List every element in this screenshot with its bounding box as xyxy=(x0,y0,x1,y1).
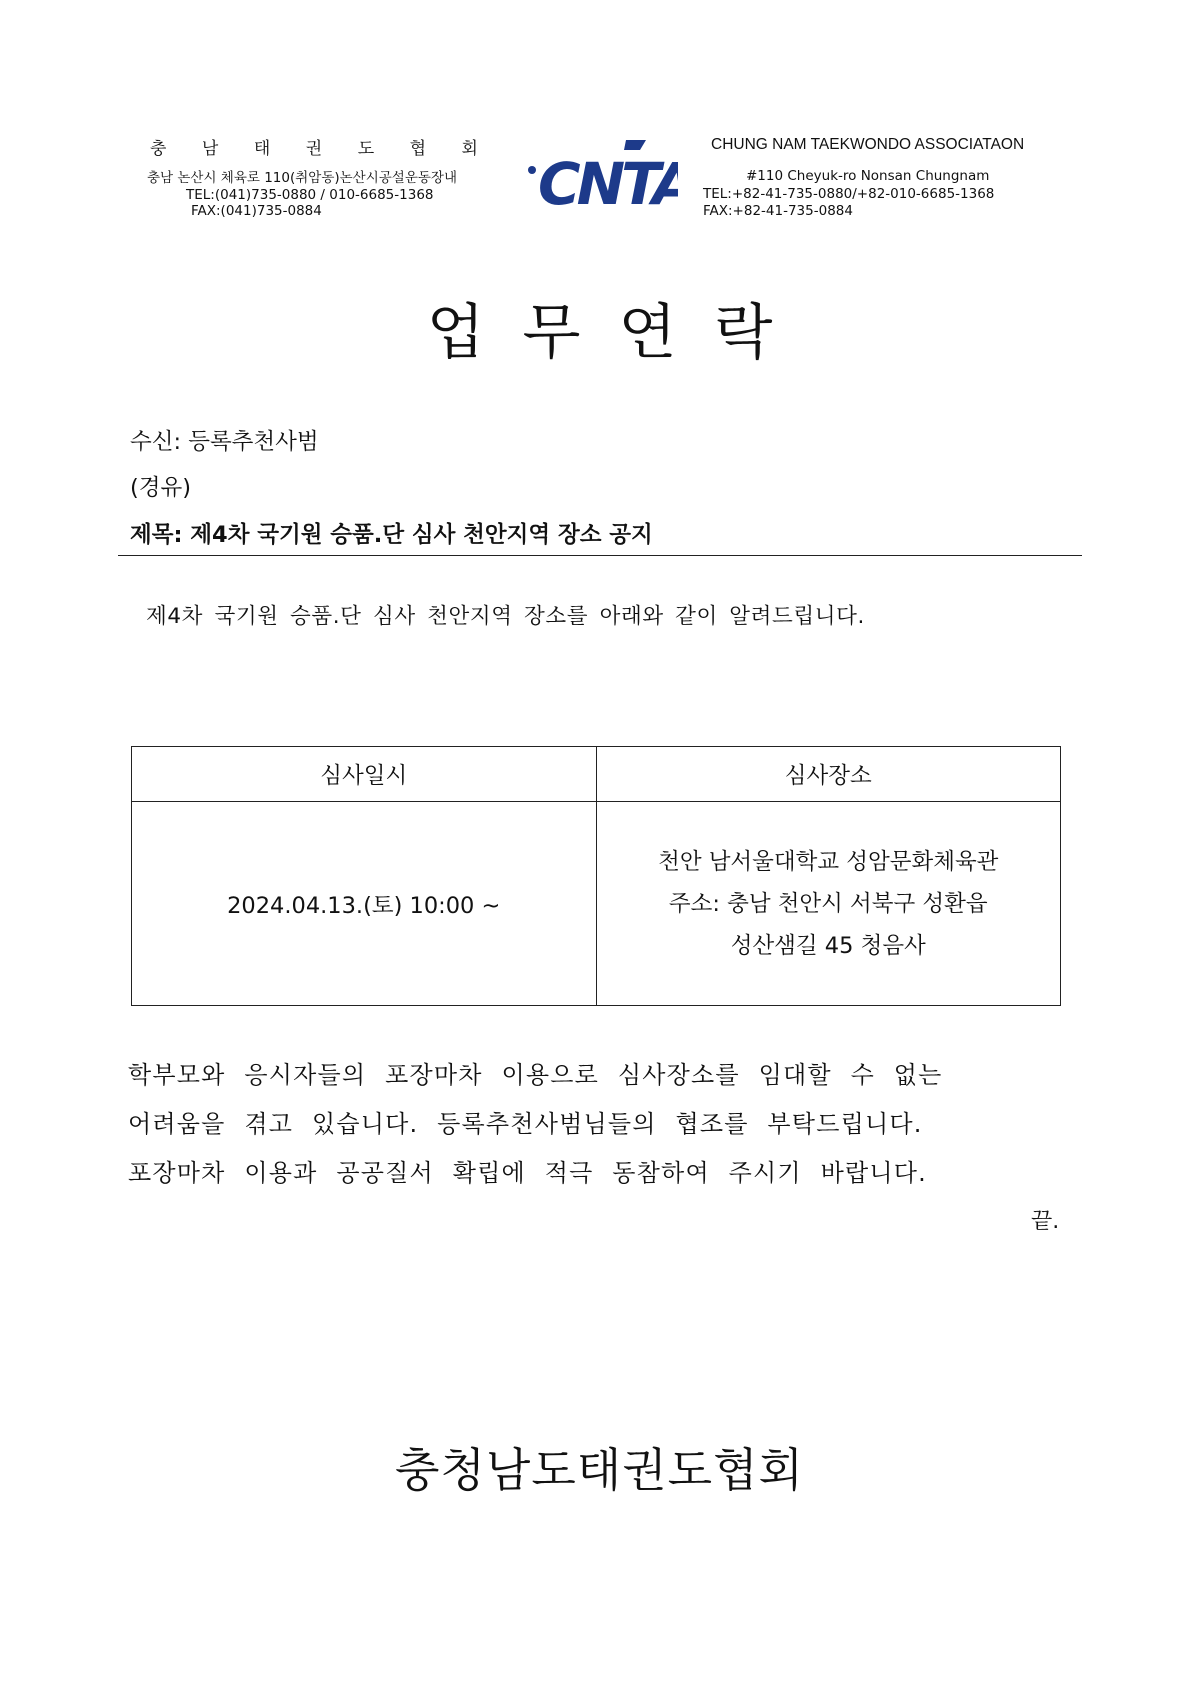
assoc-char: 회 xyxy=(461,139,478,159)
table-header-row xyxy=(132,747,1061,802)
end-mark: 끝. xyxy=(1031,1209,1060,1234)
exam-venue-cell xyxy=(596,802,1061,1006)
korean-fax: FAX:(041)735-0884 xyxy=(191,203,322,219)
header-exam-datetime: 심사일시 xyxy=(132,747,597,802)
english-tel: TEL:+82-41-735-0880/+82-010-6685-1368 xyxy=(703,186,995,202)
cnta-logo-icon xyxy=(528,136,678,214)
association-name-english: CHUNG NAM TAEKWONDO ASSOCIATAON xyxy=(711,136,1025,153)
signature: 충청남도태권도협회 xyxy=(395,1443,804,1497)
body-line: 어려움을 겪고 있습니다. 등록추천사범님들의 협조를 부탁드립니다. xyxy=(128,1110,923,1138)
header-exam-venue: 심사장소 xyxy=(596,747,1061,802)
exam-date-cell: 2024.04.13.(토) 10:00 ~ xyxy=(132,802,597,1006)
assoc-char: 협 xyxy=(409,139,427,159)
venue-line: 주소: 충남 천안시 서북구 성환읍 xyxy=(668,890,988,917)
cnta-logo xyxy=(528,136,678,214)
korean-tel: TEL:(041)735-0880 / 010-6685-1368 xyxy=(186,187,434,203)
venue-line: 천안 남서울대학교 성암문화체육관 xyxy=(658,848,999,875)
body-line: 학부모와 응시자들의 포장마차 이용으로 심사장소를 임대할 수 없는 xyxy=(128,1061,943,1089)
association-name-korean xyxy=(150,134,478,159)
document-title: 업무연락 xyxy=(426,298,811,368)
logo-text: CNTA xyxy=(538,150,678,214)
korean-address: 충남 논산시 체육로 110(취암동)논산시공설운동장내 xyxy=(147,170,457,186)
divider xyxy=(118,555,1082,556)
subject-line: 제목: 제4차 국기원 승품.단 심사 천안지역 장소 공지 xyxy=(130,522,653,548)
schedule-table xyxy=(131,746,1061,1006)
english-address: #110 Cheyuk-ro Nonsan Chungnam xyxy=(746,168,990,184)
intro-text: 제4차 국기원 승품.단 심사 천안지역 장소를 아래와 같이 알려드립니다. xyxy=(146,604,865,629)
assoc-char: 충 xyxy=(150,139,167,159)
assoc-char: 도 xyxy=(357,139,375,159)
via-line: (경유) xyxy=(130,475,192,501)
recipient-line: 수신: 등록추천사범 xyxy=(130,429,319,455)
body-line: 포장마차 이용과 공공질서 확립에 적극 동참하여 주시기 바랍니다. xyxy=(128,1159,927,1187)
english-fax: FAX:+82-41-735-0884 xyxy=(703,203,853,219)
assoc-char: 태 xyxy=(253,139,271,159)
assoc-char: 남 xyxy=(201,139,219,159)
venue-line: 성산샘길 45 청음사 xyxy=(730,932,926,959)
assoc-char: 권 xyxy=(305,139,323,159)
table-row xyxy=(132,802,1061,1006)
